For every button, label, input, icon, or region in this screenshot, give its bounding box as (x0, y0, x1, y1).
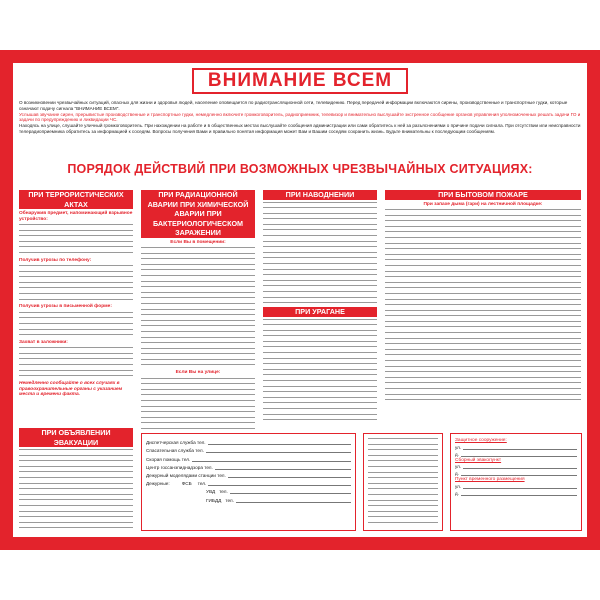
reception-label: Пункт временного размещения (455, 477, 525, 483)
emergency-contacts-form (141, 433, 356, 531)
section-hurricane (263, 307, 377, 425)
assembly-dom-row[interactable]: д. (455, 469, 577, 476)
ambulance-row[interactable]: Скорая помощь тел. (146, 453, 351, 461)
fire-lines (385, 209, 581, 400)
shelter-label: Защитное сооружение: (455, 438, 507, 443)
radiation-heading: ПРИ РАДИАЦИОННОЙ АВАРИИ ПРИ ХИМИЧЕСКОЙ АВАРИИ ПРИ БАКТЕРИОЛОГИЧЕСКОМ ЗАРАЖЕНИИ (141, 190, 255, 238)
intro-p1: О возникновении чрезвычайных ситуаций, опасных для жизни и здоровья людей, население оповещается по радиотрансляционной сети, телевидению. Перед передачей информации включаются сирены, производственные и транспортные гудки, которые означают подачу сигнала "ВНИМАНИЕ ВСЕМ". (19, 100, 568, 111)
radiation-lines-2 (141, 378, 255, 429)
fsb-row[interactable]: Дежурные: ФСБ тел. (146, 478, 351, 486)
assembly-label: Сборный эвакопункт (455, 457, 502, 463)
poster-title: ВНИМАНИЕ ВСЕМ (207, 70, 393, 91)
terror-lines-1 (19, 224, 133, 253)
flood-heading: ПРИ НАВОДНЕНИИ (263, 190, 377, 200)
section-radiation (141, 190, 255, 434)
flood-lines (263, 202, 377, 315)
terror-lines-3 (19, 312, 133, 335)
section-fire (385, 190, 581, 405)
shelter-info-box (450, 433, 582, 531)
hurricane-heading: ПРИ УРАГАНЕ (263, 307, 377, 317)
evacuation-heading: ПРИ ОБЪЯВЛЕНИИ ЭВАКУАЦИИ (19, 428, 133, 447)
radiation-sub2: Если Вы на улице: (175, 370, 221, 376)
title-box (192, 68, 408, 94)
reception-dom-row[interactable]: д. (455, 489, 577, 496)
rail-row[interactable]: Дежурный моделядами станции тел. (146, 470, 351, 478)
intro-text (19, 100, 581, 135)
terror-heading: ПРИ ТЕРРОРИСТИЧЕСКИХ АКТАХ (19, 190, 133, 209)
poster-inner (13, 63, 587, 537)
gibdd-row[interactable]: ГИБДД тел. (146, 494, 351, 502)
fire-sub1: При запахе дыма (гари) на лестничной площадке: (423, 201, 543, 207)
fire-heading: ПРИ БЫТОВОМ ПОЖАРЕ (385, 190, 581, 200)
radiation-lines-1 (141, 247, 255, 365)
subtitle: ПОРЯДОК ДЕЙСТВИЙ ПРИ ВОЗМОЖНЫХ ЧРЕЗВЫЧАЙНЫХ СИТУАЦИЯХ: (67, 162, 533, 176)
notes-box[interactable] (363, 433, 443, 531)
terror-lines-2 (19, 265, 133, 300)
terror-sub4: Захват в заложники: (19, 339, 68, 345)
section-evacuation (19, 428, 133, 533)
poster (0, 50, 600, 550)
section-flood (263, 190, 377, 319)
intro-p2: Услышав звучание сирен, прерывистые производственные и транспортные гудки, немедленно включите громкоговоритель, радиоприемник, телевизор и внимательно выслушайте экстренное сообщение органов управления уполномоченных решать задачи ГО и задачи по предупреждению и ликвидации ЧС. (19, 111, 581, 123)
shelter-street-row[interactable]: ул. (455, 443, 577, 450)
terror-sub3: Получив угрозы в письменной форме: (19, 304, 112, 310)
assembly-street-row[interactable]: ул. (455, 463, 577, 470)
shelter-dom-row[interactable]: д. (455, 450, 577, 457)
terror-sub1: Обнаружив предмет, напоминающий взрывное устройство: (19, 211, 133, 222)
hurricane-lines (263, 319, 377, 421)
terror-lines-4 (19, 347, 133, 376)
reception-street-row[interactable]: ул. (455, 482, 577, 489)
uvd-row[interactable]: УВД тел. (146, 486, 351, 494)
duty-service-row[interactable]: Диспетчерская служба тел. (146, 437, 351, 445)
gosnadzor-row[interactable]: Центр госсанэпиднадзора тел. (146, 462, 351, 470)
intro-p3: Находясь на улице, слушайте уличный громкоговоритель. При нахождении на работе и в общественных местах выслушайте сообщения администрации или сами обратитесь к ней за разъяснениями о причине подачи сигнала. При отсутствии или неисправности телерадиоприемника обратитесь за информацией к соседям. Вопросы получения Вами и правильно понятая информация может Вам и Вашим соседям сохранить жизнь. Будьте внимательны к последующим сообщениям. (19, 123, 581, 134)
evacuation-lines (19, 449, 133, 528)
radiation-sub1: Если Вы в помещении: (170, 239, 226, 245)
section-terror (19, 190, 133, 398)
rescue-service-row[interactable]: Спасательная служба тел. (146, 445, 351, 453)
terror-sub2: Получив угрозы по телефону: (19, 257, 92, 263)
terror-note: Немедленно сообщайте о всех случаях в правоохранительные органы с указанием места и времени факта. (19, 380, 123, 398)
